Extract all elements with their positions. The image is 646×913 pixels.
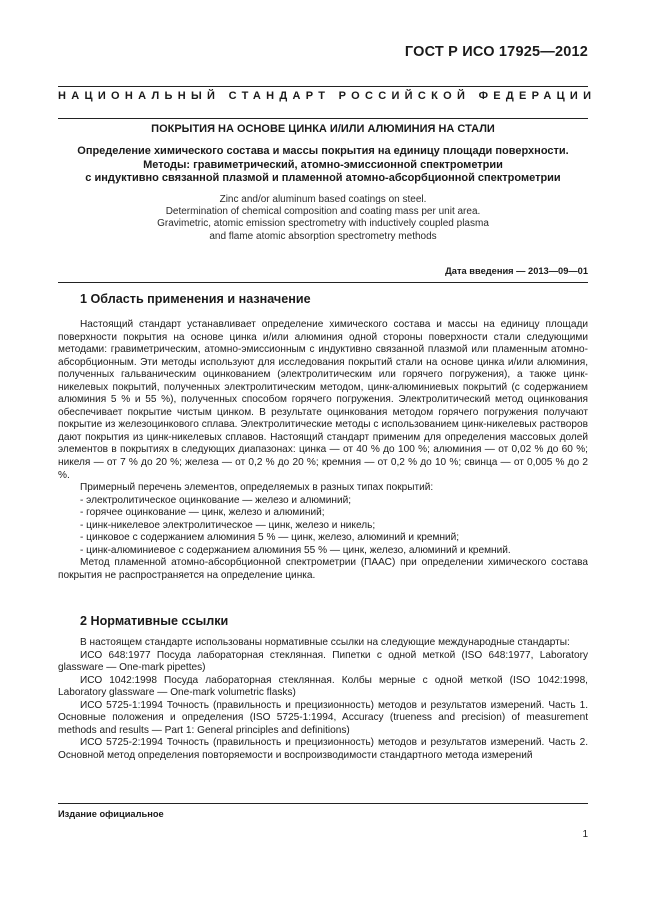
top-rule	[58, 86, 588, 87]
page-number: 1	[582, 829, 588, 840]
list-item: - цинк-никелевое электролитическое — цинк, железо и никель;	[80, 519, 376, 531]
paragraph: Настоящий стандарт устанавливает определение химического состава и массы на единицу площади поверхности покрытия на основе цинка и/или алюминия одной стороны поверхности стали следующими методами: гравиметрическим, атомно-эмиссионным с индуктивно связанной плазмой или пламенным атомно-абсорбционным. Эти методы используют для исследования покрытий стали на основе цинка и/или алюминия, полученных гальваническим оцинкованием (электролитическим или горячего погружения), а также цинк-никелевых покрытий, полученных электролитическим методом, цинк-алюминиевых покрытий (с содержанием алюминия 5 % и 55 %), полученных способом горячего погружения. Электролитический метод оцинкования обеспечивает покрытие чистым цинком. В результате оцинкования методом горячего погружения получают покрытие из железоцинкового сплава. Электролитические методы с использованием цинк-никелевых растворов дают покрытия из цинк-никелевых сплавов. Настоящий стандарт применим для определения массовых долей элементов в покрытиях в следующих диапазонах: цинка — от 40 % до 100 %; алюминия — от 0,02 % до 60 %; никеля — от 7 % до 20 %; железа — от 0,2 % до 20 %; кремния — от 0,2 % до 10 %; свинца — от 0,005 % до 2 %.	[58, 319, 588, 481]
english-title-line: and flame atomic absorption spectrometry methods	[209, 230, 437, 242]
subtitle-line: с индуктивно связанной плазмой и пламенной атомно-абсорбционной спектрометрии	[85, 172, 561, 184]
section-1-heading: 1 Область применения и назначение	[80, 292, 311, 306]
banner-rule	[58, 118, 588, 119]
document-title: ПОКРЫТИЯ НА ОСНОВЕ ЦИНКА И/ИЛИ АЛЮМИНИЯ НА СТАЛИ	[151, 123, 495, 135]
section-2-heading: 2 Нормативные ссылки	[80, 614, 229, 628]
english-title	[58, 194, 588, 243]
paragraph: В настоящем стандарте использованы нормативные ссылки на следующие международные стандарты:	[80, 637, 570, 648]
reference-item: ИСО 5725-1:1994 Точность (правильность и прецизионность) методов и результатов измерений. Часть 1. Основные положения и определения (ISO 5725-1:1994, Accuracy (trueness and precision) of measurement methods and results — Part 1: General principles and definitions)	[58, 699, 588, 736]
list-item: - цинковое с содержанием алюминия 5 % — цинк, железо, алюминий и кремний;	[80, 532, 460, 544]
paragraph: Примерный перечень элементов, определяемых в разных типах покрытий:	[80, 482, 434, 494]
doc-code: ГОСТ Р ИСО 17925—2012	[404, 44, 588, 60]
national-standard-banner: НАЦИОНАЛЬНЫЙ СТАНДАРТ РОССИЙСКОЙ ФЕДЕРАЦИИ	[58, 90, 597, 102]
subtitle-line: Методы: гравиметрический, атомно-эмиссионной спектрометрии	[143, 158, 503, 171]
section-2-body	[58, 637, 588, 762]
document-subtitle	[58, 145, 588, 186]
edition-label: Издание официальное	[58, 809, 164, 819]
list-item: - горячее оцинкование — цинк, железо и алюминий;	[80, 507, 325, 519]
english-title-line: Gravimetric, atomic emission spectrometry with inductively coupled plasma	[157, 218, 489, 230]
intro-date: Дата введения — 2013—09—01	[445, 266, 588, 276]
english-title-line: Determination of chemical composition and coating mass per unit area.	[165, 206, 481, 218]
reference-item: ИСО 5725-2:1994 Точность (правильность и прецизионность) методов и результатов измерений. Часть 2. Основной метод определения повторяемости и воспроизводимости стандартного метода измерений	[58, 737, 588, 761]
english-title-line: Zinc and/or aluminum based coatings on steel.	[219, 194, 427, 205]
footer-rule	[58, 803, 588, 804]
subtitle-line: Определение химического состава и массы покрытия на единицу площади поверхности.	[77, 145, 569, 157]
list-item: - электролитическое оцинкование — железо и алюминий;	[80, 494, 352, 506]
list-item: - цинк-алюминиевое с содержанием алюминия 55 % — цинк, железо, алюминий и кремний.	[80, 544, 511, 556]
reference-item: ИСО 1042:1998 Посуда лабораторная стеклянная. Колбы мерные с одной меткой (ISO 1042:1998, Laboratory glassware — One-mark volumetric flasks)	[58, 674, 588, 699]
date-rule	[58, 282, 588, 283]
section-1-body	[58, 319, 588, 582]
paragraph: Метод пламенной атомно-абсорбционной спектрометрии (ПААС) при определении химического состава покрытия не распространяется на определение цинка.	[58, 557, 588, 581]
reference-item: ИСО 648:1977 Посуда лабораторная стеклянная. Пипетки с одной меткой (ISO 648:1977, Laboratory glassware — One-mark pipettes)	[58, 649, 588, 674]
